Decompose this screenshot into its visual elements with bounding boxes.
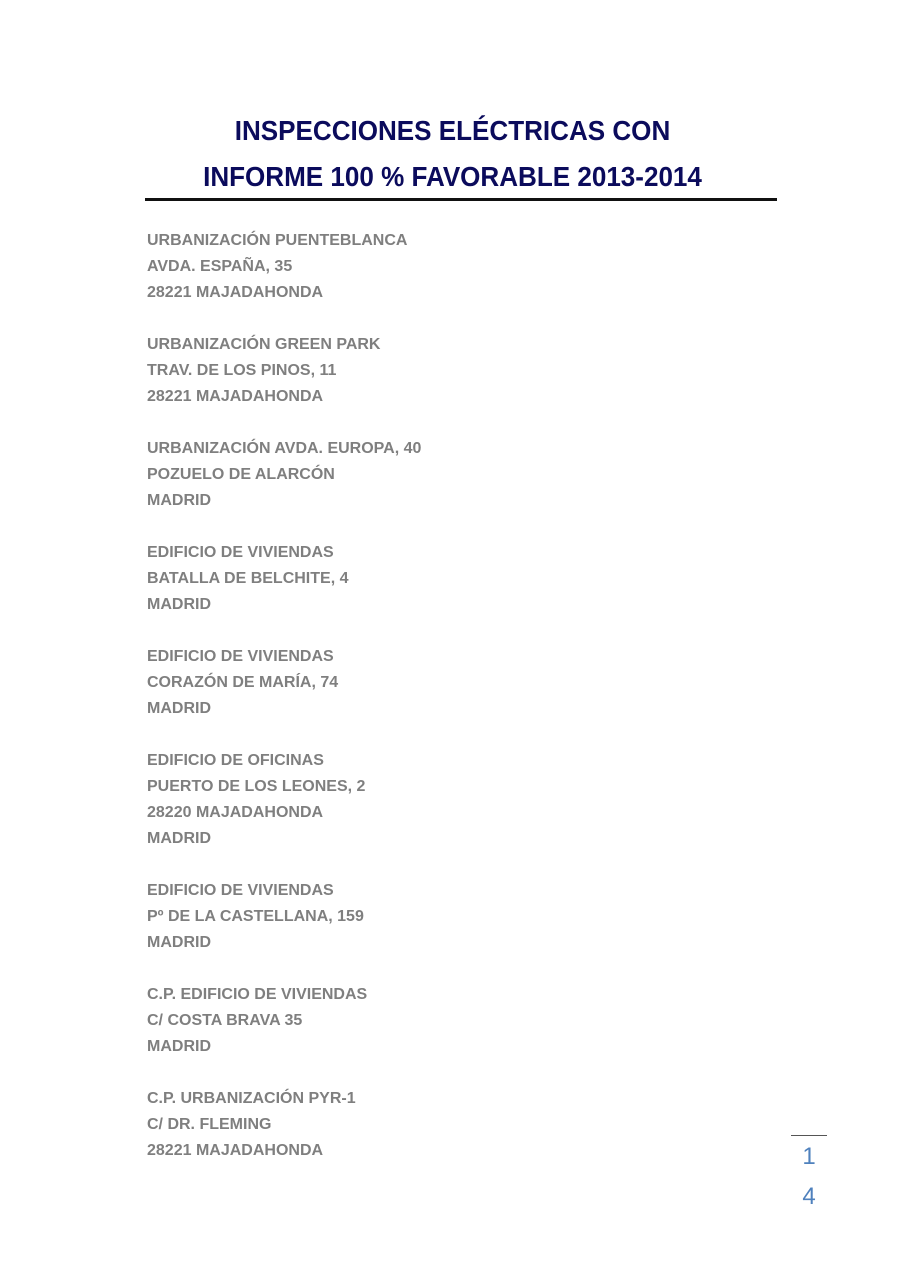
entry-line: EDIFICIO DE VIVIENDAS [147,882,334,899]
entry-line: POZUELO DE ALARCÓN [147,466,335,483]
entry-line: MADRID [147,596,211,613]
entry-line: C/ COSTA BRAVA 35 [147,1012,303,1029]
page-number-digit-1: 1 [802,1143,816,1170]
page-number-digit-2: 4 [802,1183,816,1210]
page-title [0,108,905,200]
inspection-entry [147,748,421,852]
entry-line: EDIFICIO DE VIVIENDAS [147,648,334,665]
entry-line: C.P. URBANIZACIÓN PYR-1 [147,1090,356,1107]
entry-line: MADRID [147,1038,211,1055]
title-line-2: INFORME 100 % FAVORABLE 2013-2014 [203,161,702,192]
entry-line: MADRID [147,934,211,951]
entry-line: CORAZÓN DE MARÍA, 74 [147,674,339,691]
inspection-list [147,228,421,1190]
entry-line: 28221 MAJADAHONDA [147,284,324,301]
inspection-entry [147,332,421,410]
entry-line: 28221 MAJADAHONDA [147,1142,324,1159]
entry-line: C.P. EDIFICIO DE VIVIENDAS [147,986,368,1003]
title-line-1: INSPECCIONES ELÉCTRICAS CON [234,115,671,146]
entry-line: MADRID [147,830,211,847]
entry-line: URBANIZACIÓN AVDA. EUROPA, 40 [147,440,422,457]
inspection-entry [147,644,421,722]
entry-line: PUERTO DE LOS LEONES, 2 [147,778,366,795]
title-underline [145,198,777,201]
page-number-rule [791,1135,827,1136]
entry-line: Pº DE LA CASTELLANA, 159 [147,908,364,925]
inspection-entry [147,982,421,1060]
entry-line: MADRID [147,700,211,717]
entry-line: EDIFICIO DE OFICINAS [147,752,324,769]
entry-line: AVDA. ESPAÑA, 35 [147,258,293,275]
entry-line: EDIFICIO DE VIVIENDAS [147,544,334,561]
inspection-entry [147,540,421,618]
entry-line: MADRID [147,492,211,509]
inspection-entry [147,228,421,306]
entry-line: URBANIZACIÓN PUENTEBLANCA [147,232,408,249]
inspection-entry [147,436,421,514]
entry-line: TRAV. DE LOS PINOS, 11 [147,362,337,379]
inspection-entry [147,1086,421,1164]
entry-line: BATALLA DE BELCHITE, 4 [147,570,349,587]
entry-line: C/ DR. FLEMING [147,1116,272,1133]
inspection-entry [147,878,421,956]
entry-line: 28220 MAJADAHONDA [147,804,324,821]
entry-line: URBANIZACIÓN GREEN PARK [147,336,381,353]
entry-line: 28221 MAJADAHONDA [147,388,324,405]
